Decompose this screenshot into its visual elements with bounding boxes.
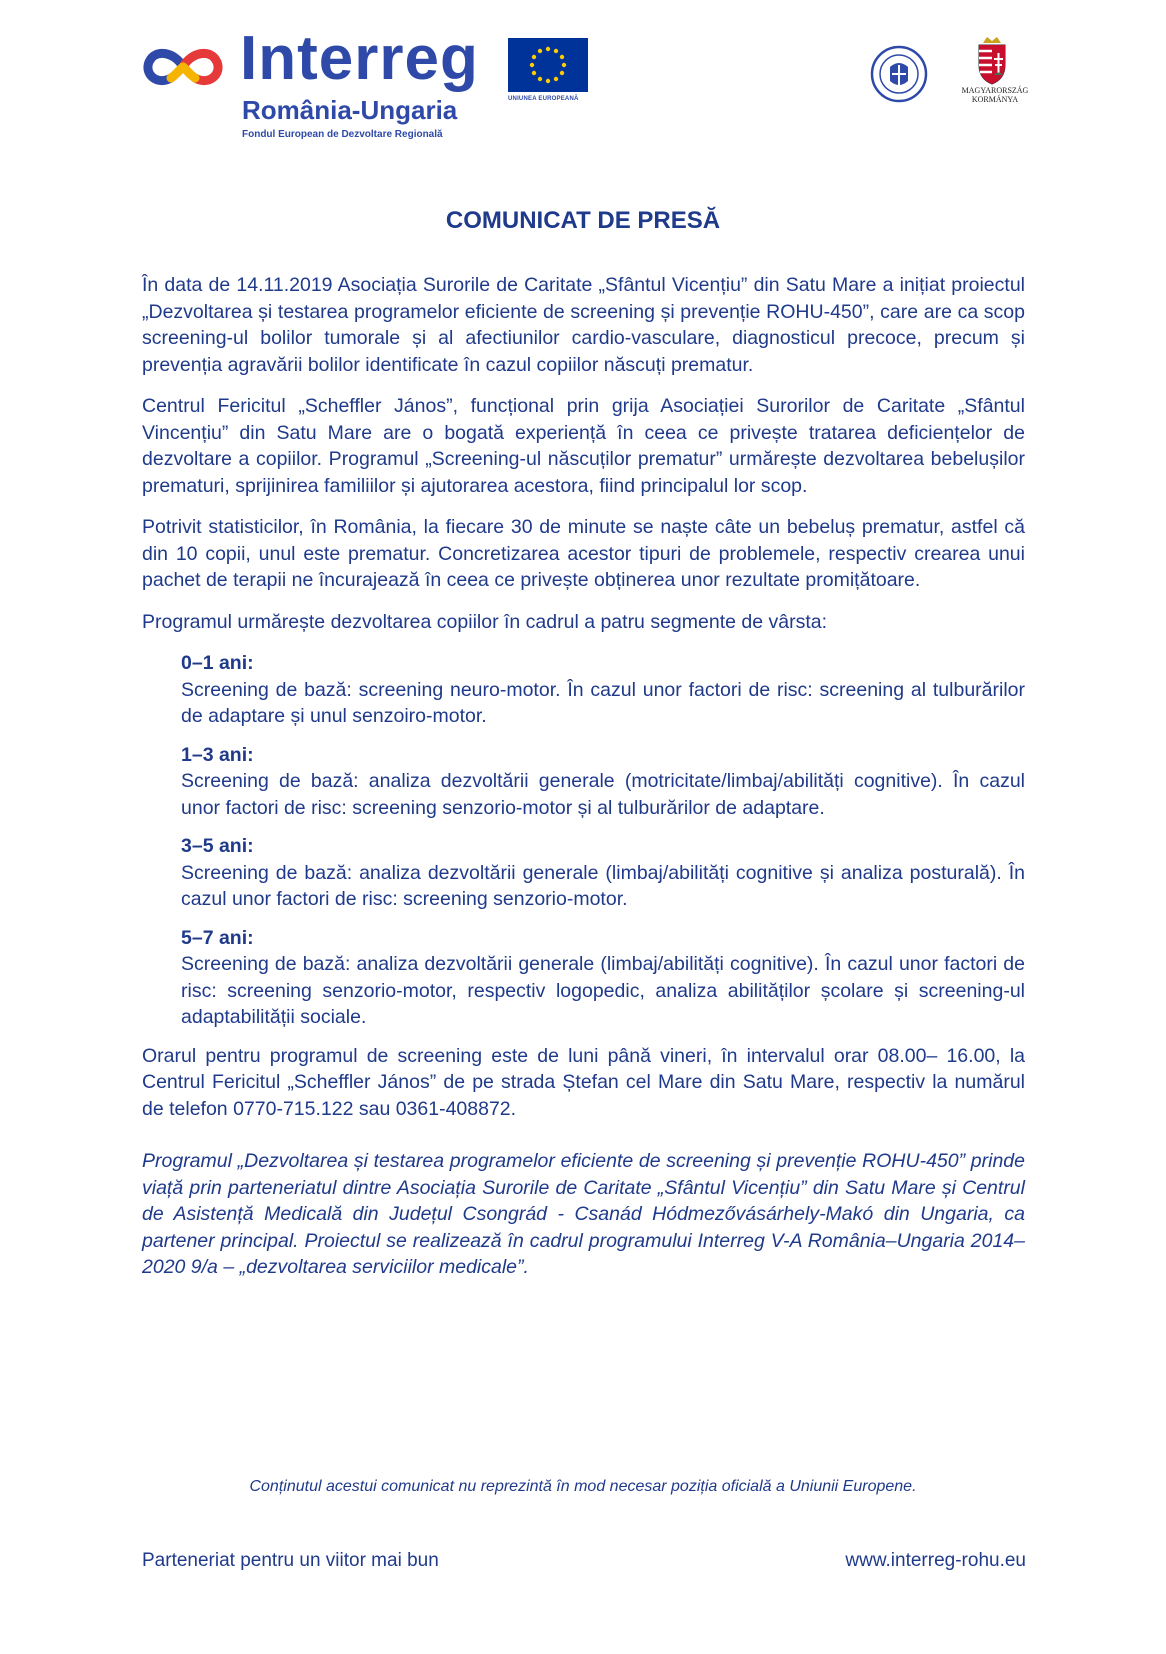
hungary-government-label [960, 86, 1030, 104]
hu-gov-line2: KORMÁNYA [971, 95, 1019, 105]
paragraph-statistics: Potrivit statisticilor, în România, la fiecare 30 de minute se naște câte un bebeluș prematur, astfel că din 10 copii, unul este prematur. Concretizarea acestor tipuri de problemele, respectiv crearea unui pachet de terapii ne încurajează în ceea ce privește obținerea unor rezultate promițătoare. [142, 516, 1025, 591]
age-segment-label: 3–5 ani: [181, 835, 254, 857]
page-title: COMUNICAT DE PRESĂ [445, 207, 721, 234]
logo-title: Interreg [240, 24, 479, 93]
age-segment-text: Screening de bază: analiza dezvoltării generale (limbaj/abilități cognitive). În cazul unor factori de risc: screening senzorio-motor, respectiv logopedic, analiza abilităților școlare și screening-ul adaptabilității sociale. [181, 953, 1025, 1028]
age-segment-label: 1–3 ani: [181, 743, 254, 766]
hu-gov-line1: MAGYARORSZÁG [961, 86, 1029, 95]
age-segment [181, 833, 1025, 913]
age-segment-label: 0–1 ani: [181, 652, 254, 674]
paragraph-segments-intro: Programul urmărește dezvoltarea copiilor în cadrul a patru segmente de vârsta: [142, 610, 828, 633]
age-segment-text: Screening de bază: analiza dezvoltării generale (limbaj/abilități cognitive și analiza posturală). În cazul unor factori de risc: screening senzorio-motor. [181, 861, 1025, 910]
age-segment-text: Screening de bază: analiza dezvoltării generale (motricitate/limbaj/abilități cognitive). În cazul unor factori de risc: screening senzorio-motor și al tulburărilor de adaptare. [181, 770, 1025, 819]
hungary-crest-icon [975, 35, 1009, 85]
age-segment [181, 742, 1025, 822]
age-segment [181, 925, 1025, 1031]
age-segment-label: 5–7 ani: [181, 926, 254, 949]
paragraph-intro: În data de 14.11.2019 Asociația Surorile de Caritate „Sfântul Vicențiu” din Satu Mare a inițiat proiectul „Dezvoltarea și testarea programelor eficiente de screening și prevenție ROHU-450”, care are ca scop screening-ul bolilor tumorale și al afectiunilor cardio-vasculare, diagnosticul precoce, precum și prevenția agravării bolilor identificate în cazul copiilor născuți prematur. [142, 274, 1025, 376]
page-header [0, 0, 1166, 160]
eu-label: UNIUNEA EUROPEANĂ [508, 96, 579, 102]
paragraph-center: Centrul Fericitul „Scheffler János”, funcțional prin grija Asociației Surorilor de Caritate „Sfântul Vincențiu” din Satu Mare are o bogată experiență în ceea ce privește tratarea deficiențelor de dezvoltare a copiilor. Programul „Screening-ul născuților prematur” urmărește dezvoltarea bebelușilor prematuri, sprijinirea familiilor și ajutorarea acestora, fiind principalul lor scop. [142, 395, 1025, 497]
age-segment-text: Screening de bază: screening neuro-motor. În cazul unor factori de risc: screening al tulburărilor de adaptare și unul senzoiro-motor. [181, 678, 1025, 727]
document-body [142, 272, 1025, 1296]
logo-fund: Fondul European de Dezvoltare Regională [242, 129, 443, 140]
logo-subtitle: România-Ungaria [242, 95, 458, 125]
paragraph-schedule: Orarul pentru programul de screening este de luni până vineri, în intervalul orar 08.00– 16.00, la Centrul Fericitul „Scheffler János” de pe strada Ștefan cel Mare din Satu Mare, respectiv la numărul de telefon 0770-715.122 sau 0361-408872. [142, 1044, 1025, 1120]
association-seal-icon [870, 45, 928, 103]
eu-disclaimer: Conținutul acestui comunicat nu reprezintă în mod necesar poziția oficială a Uniunii Europene. [249, 1478, 917, 1495]
eu-flag-icon [508, 38, 588, 92]
footer-website-link[interactable]: www.interreg-rohu.eu [845, 1550, 1026, 1571]
interreg-infinity-icon [141, 40, 226, 95]
paragraph-partnership: Programul „Dezvoltarea și testarea programelor eficiente de screening și prevenție ROHU-450” prinde viață prin parteneriatul dintre Asociația Surorile de Caritate „Sfântul Vicențiu” din Satu Mare și Centrul de Asistență Medicală din Județul Csongrád - Csanád Hódmezővásárhely-Makó din Ungaria, ca partener principal. Proiectul se realizează în cadrul programului Interreg V-A România–Ungaria 2014–2020 9/a – „dezvoltarea serviciilor medicale”. [142, 1150, 1025, 1278]
age-segment [181, 650, 1025, 730]
footer-slogan: Parteneriat pentru un viitor mai bun [142, 1550, 439, 1571]
